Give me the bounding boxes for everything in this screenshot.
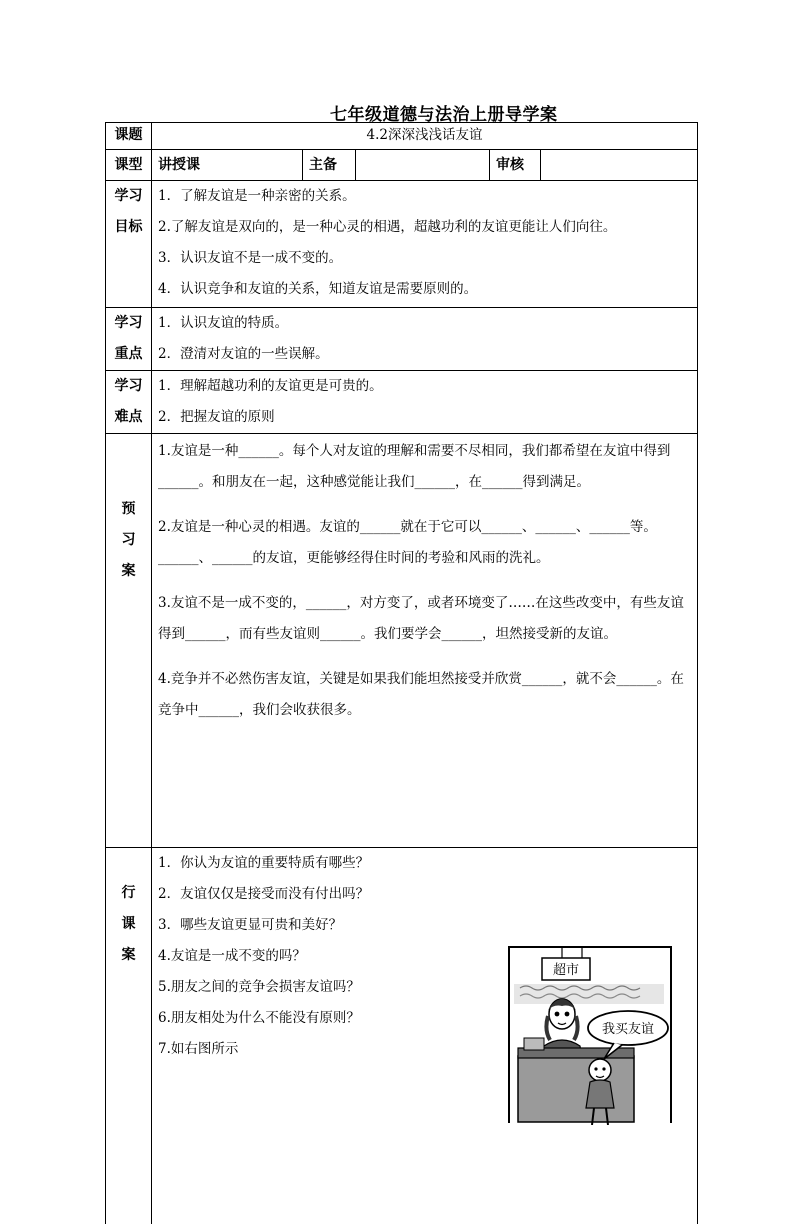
lesson-question: 4.友谊是一成不变的吗？: [152, 941, 697, 972]
preview-paragraph: 2.友谊是一种心灵的相遇。友谊的______就在于它可以______、______、______等。______、______的友谊，更能够经得住时间的考验和风雨的洗礼。: [152, 512, 697, 574]
key-point-item: 1．认识友谊的特质。: [152, 308, 697, 339]
key-points-label-line-2: 重点: [106, 339, 151, 370]
cartoon-image: [508, 946, 672, 1123]
document-title: 七年级道德与法治上册导学案: [330, 100, 558, 125]
goals-label-line-2: 目标: [106, 212, 151, 243]
key-point-item: 2．澄清对友谊的一些误解。: [152, 339, 697, 370]
lesson-label: [106, 848, 152, 1224]
difficulties-content: [152, 371, 698, 434]
cartoon-illustration: [510, 948, 670, 1125]
lesson-question: 1．你认为友谊的重要特质有哪些？: [152, 848, 697, 879]
shop-counter: [518, 1056, 634, 1122]
lesson-label-char: 课: [106, 909, 151, 940]
lesson-question: 3．哪些友谊更显可贵和美好？: [152, 910, 697, 941]
key-points-label: [106, 308, 152, 371]
lead-label: 主备: [303, 150, 356, 181]
type-row: [106, 150, 698, 181]
difficulties-label: [106, 371, 152, 434]
topic-row: [106, 123, 698, 150]
key-points-row: [106, 308, 698, 371]
sign-text: 超市: [553, 962, 579, 978]
lesson-question: 7.如右图所示: [152, 1034, 697, 1065]
review-value: [541, 150, 698, 181]
preview-paragraph: 1.友谊是一种______。每个人对友谊的理解和需要不尽相同，我们都希望在友谊中得到______。和朋友在一起，这种感觉能让我们______，在______得到满足。: [152, 436, 697, 498]
review-label: 审核: [490, 150, 541, 181]
preview-row: [106, 434, 698, 848]
preview-label-char: 预: [106, 494, 151, 525]
difficulty-item: 1．理解超越功利的友谊更是可贵的。: [152, 371, 697, 402]
difficulties-label-line-1: 学习: [106, 371, 151, 402]
lesson-question: 6.朋友相处为什么不能没有原则？: [152, 1003, 697, 1034]
lesson-question: 5.朋友之间的竞争会损害友谊吗？: [152, 972, 697, 1003]
goal-item: 2.了解友谊是双向的，是一种心灵的相遇，超越功利的友谊更能让人们向往。: [152, 212, 697, 243]
preview-label: [106, 434, 152, 848]
goals-label-line-1: 学习: [106, 181, 151, 212]
preview-paragraph: 4.竞争并不必然伤害友谊，关键是如果我们能坦然接受并欣赏______，就不会______。在竞争中______，我们会收获很多。: [152, 664, 697, 726]
goals-label: [106, 181, 152, 308]
lesson-label-char: 案: [106, 940, 151, 971]
lesson-label-char: 行: [106, 878, 151, 909]
difficulty-item: 2．把握友谊的原则: [152, 402, 697, 433]
goal-item: 3．认识友谊不是一成不变的。: [152, 243, 697, 274]
type-label: 课型: [106, 150, 152, 181]
lesson-question: 2．友谊仅仅是接受而没有付出吗？: [152, 879, 697, 910]
topic-label: 课题: [106, 123, 152, 150]
preview-label-char: 案: [106, 556, 151, 587]
speech-bubble-text: 我买友谊: [602, 1021, 654, 1037]
preview-content: [152, 434, 698, 848]
goals-row: [106, 181, 698, 308]
goal-item: 1．了解友谊是一种亲密的关系。: [152, 181, 697, 212]
key-points-content: [152, 308, 698, 371]
lead-value: [356, 150, 490, 181]
preview-label-char: 习: [106, 525, 151, 556]
goals-content: [152, 181, 698, 308]
difficulties-label-line-2: 难点: [106, 402, 151, 433]
key-points-label-line-1: 学习: [106, 308, 151, 339]
goal-item: 4．认识竞争和友谊的关系，知道友谊是需要原则的。: [152, 274, 697, 305]
preview-paragraph: 3.友谊不是一成不变的，______，对方变了，或者环境变了……在这些改变中，有些友谊得到______，而有些友谊则______。我们要学会______，坦然接受新的友谊。: [152, 588, 697, 650]
difficulties-row: [106, 371, 698, 434]
topic-value: 4.2深深浅浅话友谊: [152, 123, 698, 150]
type-value: 讲授课: [152, 150, 303, 181]
